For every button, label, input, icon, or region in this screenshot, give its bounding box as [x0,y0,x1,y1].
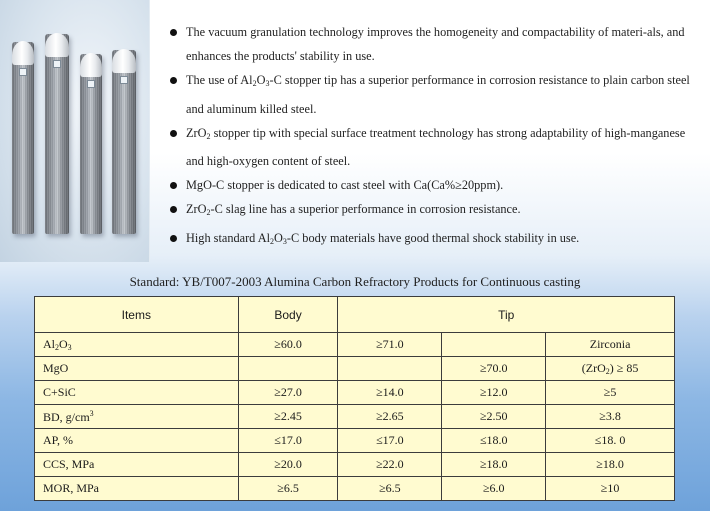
cell-tip-2: ≥18.0 [442,453,546,477]
cell-tip-3: ≥3.8 [546,405,675,429]
product-photo [0,0,150,262]
feature-item: The vacuum granulation technology improves the homogeneity and compactability of materi-als, and enhances the products' stability in use. [170,20,690,68]
feature-list [170,20,690,254]
stopper-rod-3 [80,54,102,234]
cell-tip-2: ≤18.0 [442,429,546,453]
cell-tip-1: ≤17.0 [338,429,442,453]
cell-body: ≥60.0 [238,333,338,357]
feature-item: MgO-C stopper is dedicated to cast steel with Ca(Ca%≥20ppm). [170,173,690,197]
table-row [35,453,675,477]
cell-body: ≤17.0 [238,429,338,453]
cell-tip-2: ≥12.0 [442,381,546,405]
cell-body: ≥20.0 [238,453,338,477]
table-row [35,429,675,453]
table-row [35,405,675,429]
table-header-row [35,297,675,333]
feature-item: High standard $Al_2O_3-C$ body materials have good thermal shock stability in use. [170,226,690,254]
bullet-icon [170,235,177,242]
cell-tip-1: ≥14.0 [338,381,442,405]
cell-tip-2: ≥70.0 [442,357,546,381]
properties-table [34,296,675,501]
row-label: AP, % [35,429,239,453]
table-row [35,333,675,357]
cell-tip-1 [338,357,442,381]
cell-tip-3: (ZrO$_2$) ≥ 85 [546,357,675,381]
table-title: Standard: YB/T007-2003 Alumina Carbon Refractory Products for Continuous casting [129,274,581,289]
feature-item: ZrO$_2$ stopper tip with special surface treatment technology has strong adaptability of high-manganese and high-oxygen content of steel. [170,121,690,173]
cell-tip-3: ≤18. 0 [546,429,675,453]
row-label: C+SiC [35,381,239,405]
cell-tip-3: ≥10 [546,477,675,501]
cell-tip-2: ≥2.50 [442,405,546,429]
cell-tip-1: ≥22.0 [338,453,442,477]
cell-body: ≥6.5 [238,477,338,501]
bullet-icon [170,29,177,36]
row-label: BD, $g/cm^3$ [35,405,239,429]
cell-body: ≥27.0 [238,381,338,405]
cell-tip-2 [442,333,546,357]
table-row [35,477,675,501]
cell-body [238,357,338,381]
bullet-icon [170,130,177,137]
table-row [35,381,675,405]
header-body: Body [238,297,338,333]
cell-tip-1: ≥2.65 [338,405,442,429]
row-label: MgO [35,357,239,381]
header-tip: Tip [338,297,675,333]
bullet-icon [170,206,177,213]
feature-item: ZrO$_2$-C slag line has a superior performance in corrosion resistance. [170,197,690,225]
cell-tip-1: ≥6.5 [338,477,442,501]
stopper-rod-2 [45,34,69,234]
cell-tip-3: Zirconia [546,333,675,357]
table-row [35,357,675,381]
cell-body: ≥2.45 [238,405,338,429]
stopper-rod-4 [112,50,136,234]
feature-item: The use of $Al_2O_3-C$ stopper tip has a superior performance in corrosion resistance to plain carbon steel and aluminum killed steel. [170,68,690,120]
cell-tip-2: ≥6.0 [442,477,546,501]
stopper-rod-1 [12,42,34,234]
cell-tip-3: ≥5 [546,381,675,405]
header-items: Items [35,297,239,333]
cell-tip-1: ≥71.0 [338,333,442,357]
row-label: MOR, MPa [35,477,239,501]
cell-tip-3: ≥18.0 [546,453,675,477]
bullet-icon [170,77,177,84]
row-label: $Al_2O_3$ [35,333,239,357]
bullet-icon [170,182,177,189]
row-label: CCS, MPa [35,453,239,477]
